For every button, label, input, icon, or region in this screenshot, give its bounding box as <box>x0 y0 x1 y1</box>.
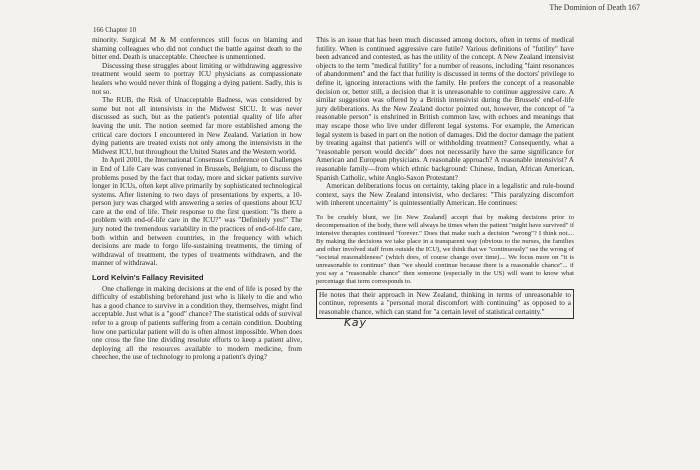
handwritten-initials: Kay <box>344 315 368 329</box>
paragraph-discussing: Discussing these struggles about limiting or withdrawing aggressive treatment would seem to portray ICU physicians as compassionate healers who would never think of flogging a dying patient. Sadly, this is not so. <box>92 61 302 96</box>
paragraph-consensus-conference: In April 2001, the International Consensus Conference on Challenges in End of Life Care was convened in Brussels, Belgium, to discuss the problems posed by the fact that today, more and sicker patients survive longer in ICUs, often kept alive primarily by sophisticated technological systems. After listening to two days of presentations by experts, a 10-person jury was charged with answering a series of questions about ICU care at the end of life. Their response to the first question: "Is there a problem with end-of-life care in the ICU?" was "Definitely yes!" The jury noted the tremendous variability in the practices of end-of-life care, both within and between countries, in the frequency with which decisions are made to forgo life-sustaining treatments, the timing of withdrawal of treatment, the types of treatments withdrawn, and the manner of withdrawal. <box>92 156 302 268</box>
running-header-right: The Dominion of Death 167 <box>549 3 640 12</box>
boxed-paragraph: He notes that their approach in New Zealand, thinking in terms of unreasonable to continue, represents a "personal moral discomfort with continuing" as opposed to a reasonable chance, which can stand for "a certain level of statistical certainty." <box>316 289 574 319</box>
running-header-left: 166 Chapter 10 <box>93 26 137 34</box>
paragraph-american-deliberations: American deliberations focus on certainty, taking place in a legalistic and rule-bound context, says the New Zealand intensivist, who declares: "This paralyzing discomfort with inherent uncertainty" is quintessentially American. He continues: <box>316 182 574 208</box>
paragraph-futility: This is an issue that has been much discussed among doctors, often in terms of medical futility. When is continued aggressive care futile? Various definitions of "futility" have been advanced and contested, as has the utility of the concept. A New Zealand intensivist objects to the term "medical futility" for a number of reasons, including "faint resonances of abandonment" and the fact that futility is discussed in terms of the doctors' privilege to define it, ignoring interactions with the family. He prefers the concept of a reasonable decision or, better still, a decision that it is unreasonable to continue aggressive care. A similar suggestion was offered by a British intensivist during the Brussels' end-of-life jury deliberations. As the New Zealand doctor pointed out, however, the concept of "a reasonable person" is enshrined in British common law, with echoes and meanings that may escape those who live under different legal systems. For example, the American legal system is based in part on the notion of damages. Did the doctor damage the patient by treating against that patient's will or withholding treatment? Consequently, what a "reasonable person would decide" does not necessarily have the same significance for American and European physicians. A reasonable approach? A reasonable intensivist? A reasonable family—from which ethnic background: Chinese, Indian, African American, Spanish Catholic, white Anglo-Saxon Protestant? <box>316 36 574 182</box>
paragraph-rub: The RUB, the Risk of Unacceptable Badness, was considered by some but not all intensivists in the Midwest SICU. It was never discussed as such, but as the patient's potential quality of life after leaving the unit. The notion seemed far more established among the critical care doctors I encountered in New Zealand. Variation in how dying patients are treated exists not only among the intensivists in the Midwest ICU, but throughout the United States and the Western world. <box>92 96 302 156</box>
section-heading: Lord Kelvin's Fallacy Revisited <box>92 273 204 283</box>
left-column <box>92 36 302 466</box>
block-quote: To be crudely blunt, we [in New Zealand] accept that by making decisions prior to decompensation of the body, there will always be times when the patient "might have survived" if intensive therapies continued "forever." Does that make such a decision "wrong"? I think not.... By making the decisions we take place in a transparent way (obvious to the nurses, the families and other involved staff from outside the ICU), we think that we "continuously" use the wrong of "societal reasonableness" (which does, of course change over time).... We focus more on "it is unreasonable to continue" than "we should continue because there is a reasonable chance"... if you say a "reasonable chance" then someone (especially in the US) will want to know what percentage that term corresponds to. <box>316 213 575 285</box>
right-column <box>316 36 574 466</box>
paragraph-minority: minority. Surgical M & M conferences still focus on blaming and shaming colleagues who did not conduct the battle against death to the bitter end. Death is unacceptable. Cheechee is unmentioned. <box>92 36 302 62</box>
paragraph-one-challenge: One challenge in making decisions at the end of life is posed by the difficulty of establishing beforehand just who is likely to die and who has a good chance to survive in a condition they, themselves, might find acceptable. Just what is a "good" chance? The statistical odds of survival refer to a group of patients suffering from a certain condition. Doubting how one particular patient will do is often almost impossible. When does one cross the fine line dividing resolute efforts to keep a patient alive, deploying all the resources available to modern medicine, from cheechee, the use of technology to prolong a patient's dying? <box>92 284 302 362</box>
